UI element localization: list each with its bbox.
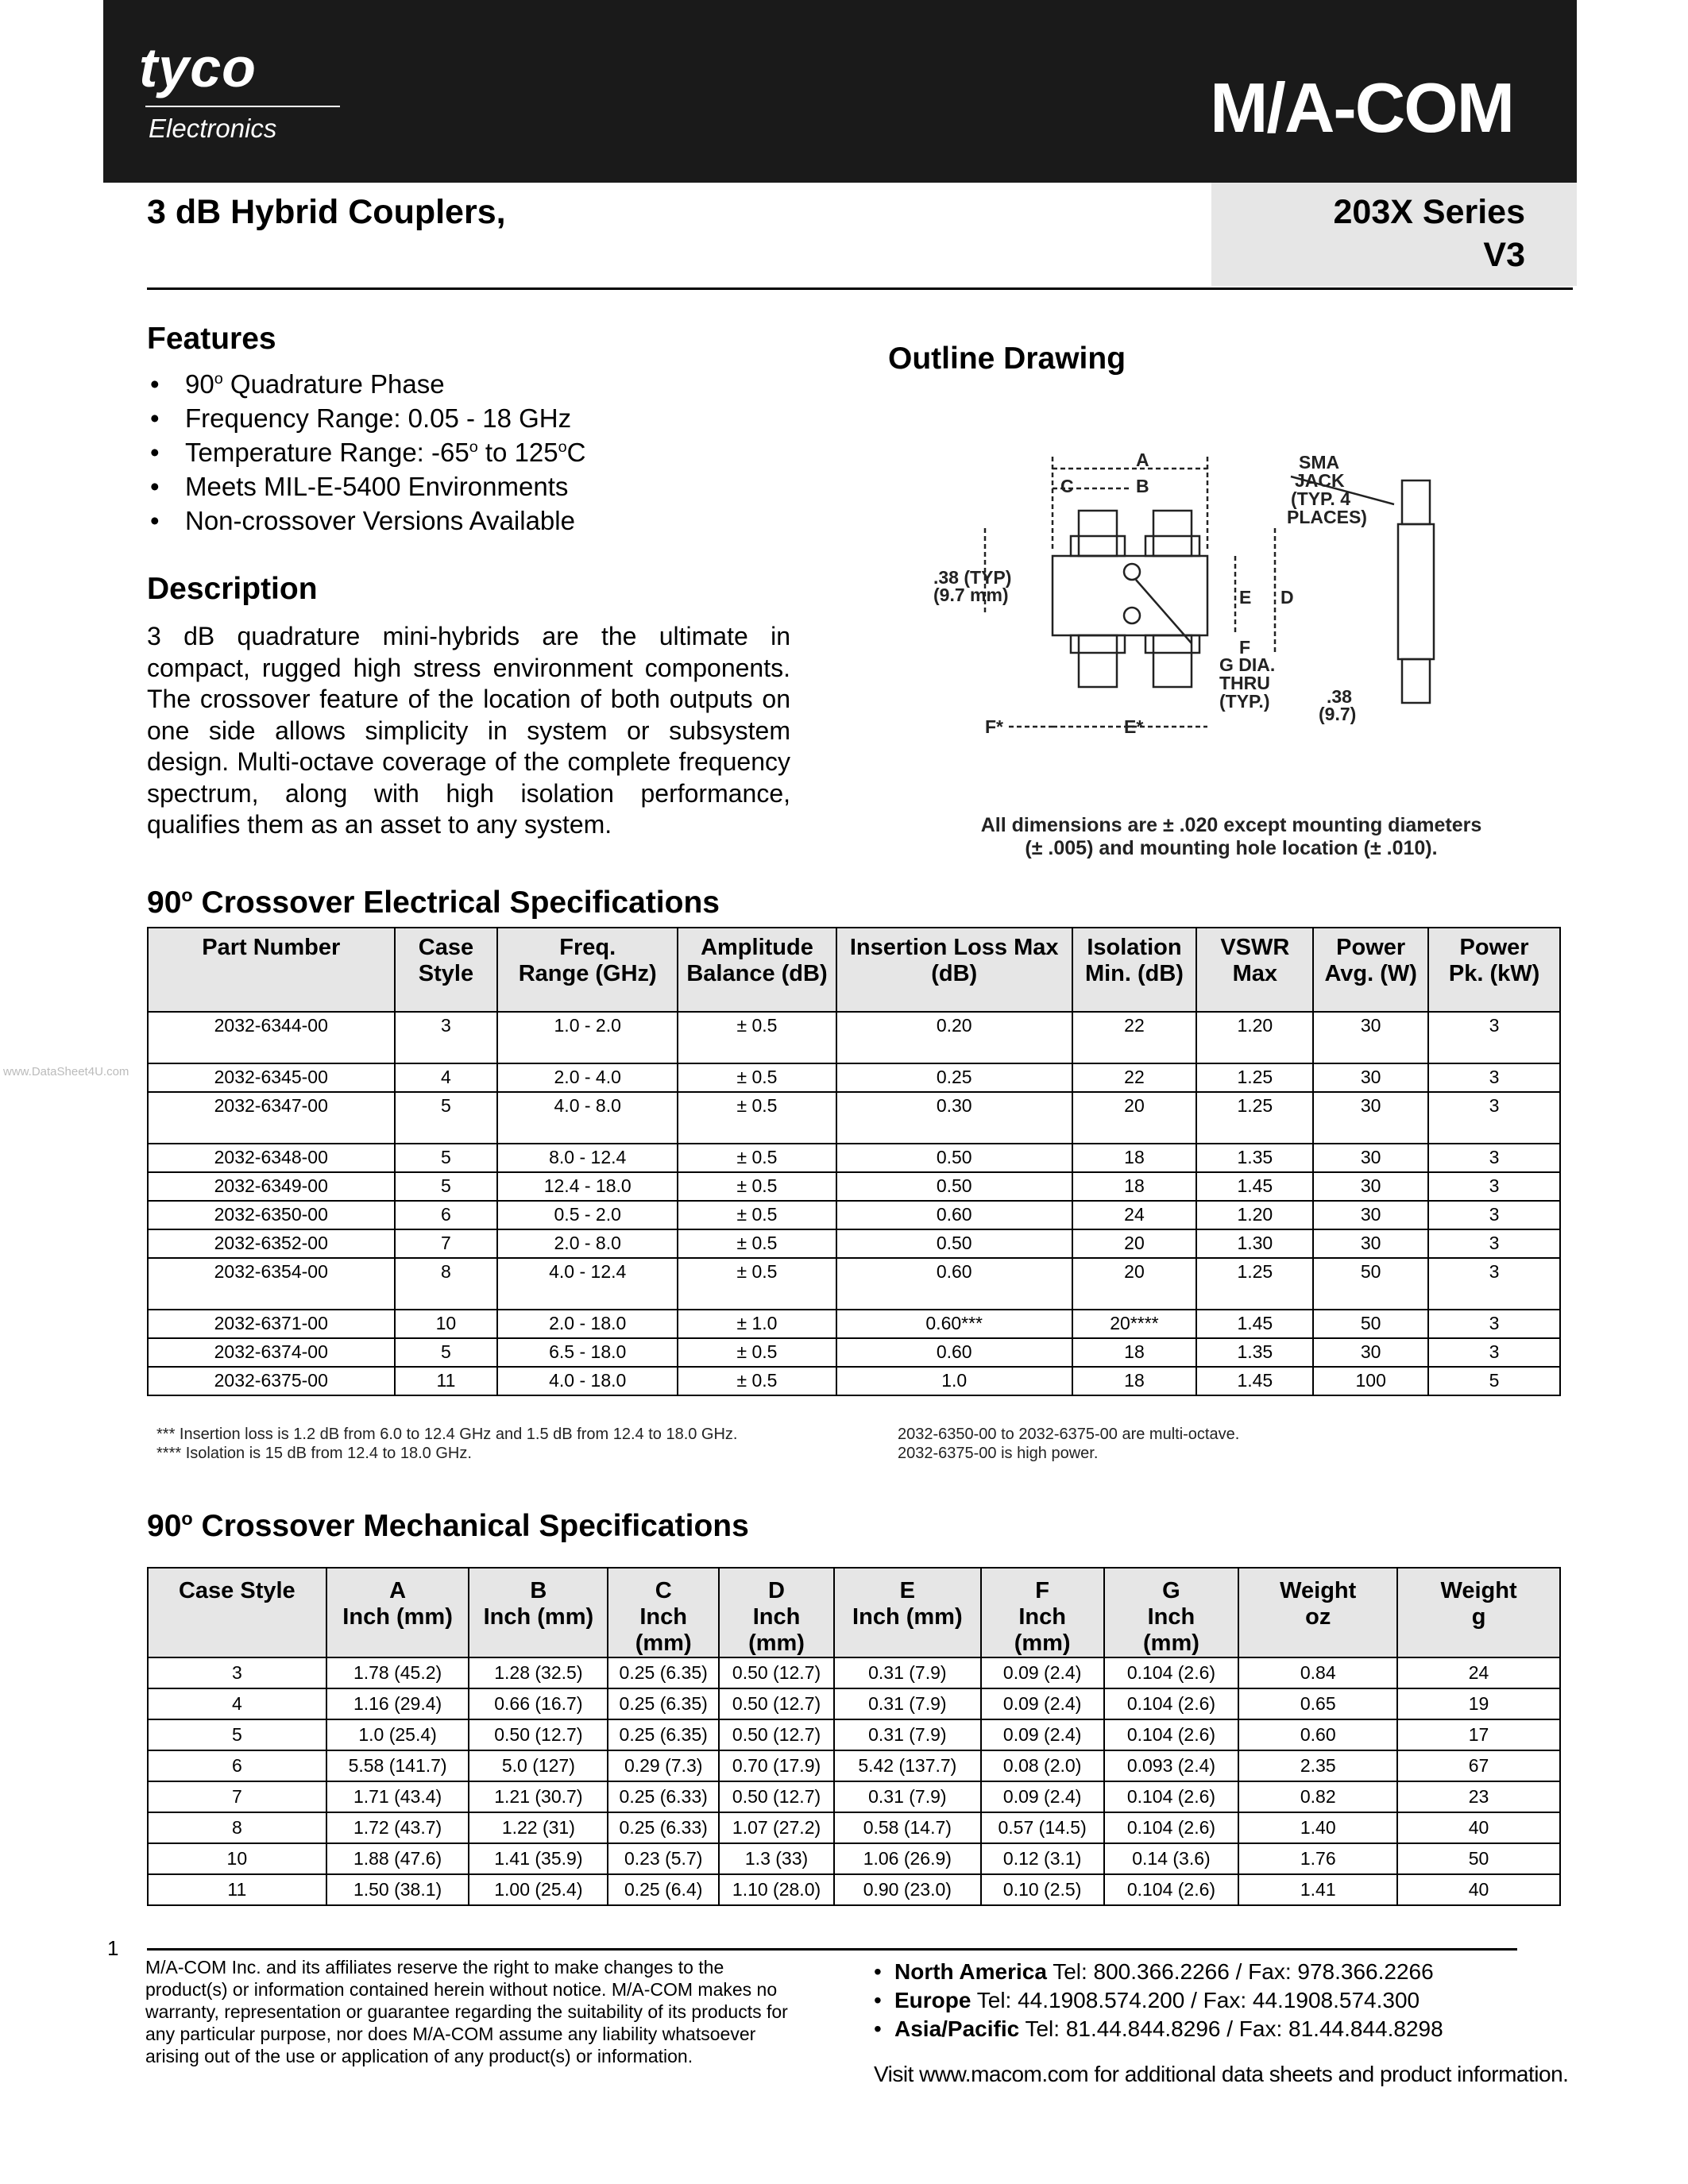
table-cell: 0.20 [836,1012,1072,1063]
table-cell: 0.50 (12.7) [719,1688,834,1719]
outline-note [917,814,1545,860]
g-dia-label-2: THRU [1219,673,1270,693]
table-cell: 3 [1428,1201,1560,1229]
table-cell: 0.57 (14.5) [981,1812,1104,1843]
table-cell: 1.10 (28.0) [719,1874,834,1905]
series-version: V3 [1483,236,1525,274]
table-cell: 0.60 [836,1338,1072,1367]
table-cell: 0.60 [1238,1719,1397,1750]
table-cell: 1.50 (38.1) [326,1874,469,1905]
table-cell: 1.3 (33) [719,1843,834,1874]
table-cell: 6 [395,1201,498,1229]
table-cell: 1.16 (29.4) [326,1688,469,1719]
table-cell: 1.72 (43.7) [326,1812,469,1843]
table-cell: 30 [1313,1338,1428,1367]
table-cell: 0.50 (12.7) [719,1719,834,1750]
table-cell: 0.31 (7.9) [834,1719,981,1750]
features-heading: Features [147,322,276,356]
sma-label-1: SMA [1299,452,1340,473]
table-cell: 1.06 (26.9) [834,1843,981,1874]
column-header: Case Style [148,1568,326,1657]
sma-label-4: PLACES) [1287,507,1367,527]
table-cell: 0.31 (7.9) [834,1781,981,1812]
mechanical-specs-heading: 90$^o$ Crossover Mechanical Specifications [147,1508,749,1543]
table-cell: 0.31 (7.9) [834,1688,981,1719]
table-cell: 0.70 (17.9) [719,1750,834,1781]
table-cell: 2.0 - 4.0 [497,1063,678,1092]
table-cell: 8.0 - 12.4 [497,1144,678,1172]
table-cell: 0.50 [836,1229,1072,1258]
table-cell: 100 [1313,1367,1428,1395]
table-cell: 2032-6350-00 [148,1201,395,1229]
table-cell: 1.20 [1196,1201,1313,1229]
tyco-logo: tyco [139,37,257,98]
table-row [148,1750,1560,1781]
table-cell: 5.0 (127) [469,1750,608,1781]
table-row [148,1781,1560,1812]
table-cell: 0.60 [836,1201,1072,1229]
table-row [148,1012,1560,1063]
table-cell: 0.50 (12.7) [719,1657,834,1688]
macom-logo: M/A-COM [1210,68,1513,147]
table-cell: 18 [1072,1367,1197,1395]
table-cell: 40 [1397,1812,1560,1843]
table-cell: 0.25 (6.33) [608,1812,719,1843]
contact-item [874,1986,1443,2015]
table-header-row [148,928,1560,1012]
table-cell: 1.35 [1196,1338,1313,1367]
table-cell: 2.0 - 8.0 [497,1229,678,1258]
column-header: F Inch (mm) [981,1568,1104,1657]
table-cell: ± 0.5 [678,1172,836,1201]
table-cell: 0.25 (6.33) [608,1781,719,1812]
table-cell: 1.78 (45.2) [326,1657,469,1688]
table-cell: 17 [1397,1719,1560,1750]
column-header: VSWR Max [1196,928,1313,1012]
table-cell: 3 [395,1012,498,1063]
side-view-body [1398,524,1434,659]
table-cell: 1.20 [1196,1012,1313,1063]
table-cell: 20 [1072,1258,1197,1310]
table-row [148,1843,1560,1874]
table-cell: 2032-6349-00 [148,1172,395,1201]
table-cell: 30 [1313,1144,1428,1172]
table-row [148,1338,1560,1367]
table-cell: 0.10 (2.5) [981,1874,1104,1905]
outline-heading: Outline Drawing [888,341,1126,376]
table-row [148,1688,1560,1719]
table-cell: 30 [1313,1201,1428,1229]
contact-region: Asia/Pacific [894,2016,1020,2041]
table-cell: 4.0 - 8.0 [497,1092,678,1144]
table-cell: 30 [1313,1172,1428,1201]
dim-label-38-typ-mm: (9.7 mm) [933,585,1009,605]
dim-label-e: E [1239,587,1252,608]
tyco-logo-rule [145,106,340,107]
electrical-specs-heading: 90$^o$ Crossover Electrical Specifications [147,885,720,920]
table-cell: 19 [1397,1688,1560,1719]
table-cell: 1.30 [1196,1229,1313,1258]
table-cell: 1.71 (43.4) [326,1781,469,1812]
table-cell: 22 [1072,1012,1197,1063]
table-cell: 1.0 (25.4) [326,1719,469,1750]
table-cell: 6.5 - 18.0 [497,1338,678,1367]
top-connector-right [1153,511,1192,556]
table-cell: 0.58 (14.7) [834,1812,981,1843]
table-cell: 1.21 (30.7) [469,1781,608,1812]
table-cell: 1.76 [1238,1843,1397,1874]
table-cell: 1.28 (32.5) [469,1657,608,1688]
table-cell: 0.82 [1238,1781,1397,1812]
table-cell: 1.45 [1196,1172,1313,1201]
table-cell: 22 [1072,1063,1197,1092]
table-cell: 0.09 (2.4) [981,1719,1104,1750]
table-cell: 0.104 (2.6) [1104,1781,1239,1812]
side-dim-label-2: (9.7) [1319,704,1357,724]
table-row [148,1719,1560,1750]
table-cell: 5 [1428,1367,1560,1395]
dim-label-e-star: E* [1124,716,1144,737]
table-cell: 2.0 - 18.0 [497,1310,678,1338]
column-header: Isolation Min. (dB) [1072,928,1197,1012]
table-cell: 2032-6375-00 [148,1367,395,1395]
table-cell: 0.104 (2.6) [1104,1719,1239,1750]
table-cell: 1.07 (27.2) [719,1812,834,1843]
table-cell: 1.25 [1196,1092,1313,1144]
electrical-notes-left [156,1425,737,1463]
table-cell: 0.50 (12.7) [719,1781,834,1812]
top-connector-left [1079,511,1117,556]
table-cell: 5.42 (137.7) [834,1750,981,1781]
bottom-connector-left [1079,635,1117,687]
disclaimer-text: M/A-COM Inc. and its affiliates reserve the right to make changes to the product(s) or information contained herein without notice. M/A-COM makes no warranty, representation or guarantee regarding the suitability of its products for any particular purpose, nor does M/A-COM assume any liability whatsoever arising out of the use or application of any product(s) or information. [145,1957,788,2066]
column-header: E Inch (mm) [834,1568,981,1657]
table-cell: 2.35 [1238,1750,1397,1781]
table-cell: 24 [1397,1657,1560,1688]
electrical-specs-table [147,927,1561,1396]
table-cell: 1.25 [1196,1063,1313,1092]
series-name: 203X Series [1333,193,1525,231]
table-cell: 0.12 (3.1) [981,1843,1104,1874]
table-cell: 2032-6374-00 [148,1338,395,1367]
table-cell: 0.60*** [836,1310,1072,1338]
table-cell: 2032-6354-00 [148,1258,395,1310]
side-dim-label-1: .38 [1327,686,1352,707]
sma-label-3: (TYP. 4 [1291,488,1350,509]
table-cell: 8 [395,1258,498,1310]
table-cell: 4 [148,1688,326,1719]
column-header: B Inch (mm) [469,1568,608,1657]
table-cell: 5.58 (141.7) [326,1750,469,1781]
table-cell: 10 [395,1310,498,1338]
table-cell: 0.29 (7.3) [608,1750,719,1781]
contact-item [874,2015,1443,2043]
table-cell: 3 [1428,1310,1560,1338]
table-cell: 3 [1428,1012,1560,1063]
table-cell: 0.25 [836,1063,1072,1092]
table-cell: 0.09 (2.4) [981,1657,1104,1688]
table-cell: 4 [395,1063,498,1092]
table-cell: 5 [395,1338,498,1367]
contact-region: Europe [894,1988,971,2012]
table-cell: 2032-6352-00 [148,1229,395,1258]
table-cell: 3 [1428,1144,1560,1172]
table-cell: 1.45 [1196,1310,1313,1338]
table-cell: 2032-6371-00 [148,1310,395,1338]
table-cell: 3 [1428,1338,1560,1367]
table-row [148,1092,1560,1144]
table-cell: 2032-6347-00 [148,1092,395,1144]
table-cell: ± 1.0 [678,1310,836,1338]
table-cell: 0.23 (5.7) [608,1843,719,1874]
column-header: G Inch (mm) [1104,1568,1239,1657]
table-cell: 0.31 (7.9) [834,1657,981,1688]
footer-divider [147,1948,1517,1951]
website-link-text: Visit www.macom.com for additional data sheets and product information. [874,2062,1569,2086]
table-cell: 1.41 (35.9) [469,1843,608,1874]
table-header-row [148,1568,1560,1657]
column-header: A Inch (mm) [326,1568,469,1657]
table-cell: ± 0.5 [678,1367,836,1395]
title-divider [147,287,1573,290]
g-dia-label-1: G DIA. [1219,654,1276,675]
table-cell: ± 0.5 [678,1012,836,1063]
column-header: Case Style [395,928,498,1012]
table-cell: 20**** [1072,1310,1197,1338]
table-cell: 5 [395,1092,498,1144]
table-row [148,1657,1560,1688]
table-cell: 0.25 (6.35) [608,1657,719,1688]
table-cell: 1.22 (31) [469,1812,608,1843]
table-cell: 0.65 [1238,1688,1397,1719]
dim-label-38-typ: .38 (TYP) [933,567,1012,588]
table-cell: 0.25 (6.35) [608,1719,719,1750]
table-cell: 20 [1072,1092,1197,1144]
table-cell: 11 [148,1874,326,1905]
table-cell: 3 [1428,1092,1560,1144]
table-cell: ± 0.5 [678,1144,836,1172]
table-cell: 24 [1072,1201,1197,1229]
table-cell: ± 0.5 [678,1092,836,1144]
table-cell: 0.5 - 2.0 [497,1201,678,1229]
table-cell: 1.25 [1196,1258,1313,1310]
table-cell: 5 [395,1144,498,1172]
outline-drawing [906,433,1462,751]
g-dia-label-3: (TYP.) [1219,691,1270,712]
table-cell: 0.66 (16.7) [469,1688,608,1719]
table-cell: 0.09 (2.4) [981,1781,1104,1812]
table-cell: 50 [1313,1310,1428,1338]
table-cell: 0.093 (2.4) [1104,1750,1239,1781]
table-cell: 18 [1072,1144,1197,1172]
table-cell: 11 [395,1367,498,1395]
contact-region: North America [894,1959,1047,1984]
table-cell: 40 [1397,1874,1560,1905]
table-cell: 0.104 (2.6) [1104,1688,1239,1719]
table-cell: 0.90 (23.0) [834,1874,981,1905]
table-cell: 5 [395,1172,498,1201]
column-header: D Inch (mm) [719,1568,834,1657]
contact-info: Tel: 81.44.844.8296 / Fax: 81.44.844.8298 [1025,2016,1443,2041]
dim-label-b: B [1136,476,1149,496]
table-cell: ± 0.5 [678,1338,836,1367]
note-high-power: 2032-6375-00 is high power. [898,1445,1099,1462]
table-cell: ± 0.5 [678,1258,836,1310]
electrical-notes-right [898,1425,1239,1463]
column-header: Power Avg. (W) [1313,928,1428,1012]
column-header: Power Pk. (kW) [1428,928,1560,1012]
column-header: Insertion Loss Max (dB) [836,928,1072,1012]
table-cell: 1.40 [1238,1812,1397,1843]
table-cell: 10 [148,1843,326,1874]
page-number: 1 [107,1936,119,1960]
table-cell: 30 [1313,1063,1428,1092]
table-cell: 0.08 (2.0) [981,1750,1104,1781]
table-cell: ± 0.5 [678,1063,836,1092]
table-row [148,1874,1560,1905]
dim-label-c: C [1060,476,1074,496]
feature-item: • 90$^o$ Quadrature Phase [147,367,586,401]
table-cell: 8 [148,1812,326,1843]
table-cell: 0.25 (6.35) [608,1688,719,1719]
table-cell: 1.88 (47.6) [326,1843,469,1874]
table-cell: 50 [1397,1843,1560,1874]
note-isolation: **** Isolation is 15 dB from 12.4 to 18.0 GHz. [156,1445,472,1462]
tyco-logo-subtitle: Electronics [149,114,277,143]
table-cell: 23 [1397,1781,1560,1812]
feature-item: • Frequency Range: 0.05 - 18 GHz [147,401,586,435]
table-cell: 1.35 [1196,1144,1313,1172]
table-cell: 4.0 - 12.4 [497,1258,678,1310]
table-row [148,1812,1560,1843]
table-cell: 20 [1072,1229,1197,1258]
table-cell: 1.0 [836,1367,1072,1395]
table-row [148,1310,1560,1338]
table-cell: 6 [148,1750,326,1781]
feature-item: • Temperature Range: -65$^o$ to 125$^o$C [147,435,586,469]
description-text: 3 dB quadrature mini-hybrids are the ultimate in compact, rugged high stress environment components. The crossover feature of the location of both outputs on one side allows simplicity in system or subsystem design. Multi-octave coverage of the complete frequency spectrum, along with high isolation performance, qualifies them as an asset to any system. [147,622,790,839]
table-cell: 0.104 (2.6) [1104,1812,1239,1843]
table-cell: 2032-6345-00 [148,1063,395,1092]
dim-label-a: A [1136,450,1149,470]
table-row [148,1063,1560,1092]
table-cell: 0.25 (6.4) [608,1874,719,1905]
table-row [148,1258,1560,1310]
table-cell: 67 [1397,1750,1560,1781]
table-cell: 3 [1428,1229,1560,1258]
column-header: C Inch (mm) [608,1568,719,1657]
table-cell: 1.0 - 2.0 [497,1012,678,1063]
table-cell: 12.4 - 18.0 [497,1172,678,1201]
table-row [148,1367,1560,1395]
table-cell: 0.50 (12.7) [469,1719,608,1750]
outline-note-line-2: (± .005) and mounting hole location (± .010). [1025,837,1438,859]
outline-note-line-1: All dimensions are ± .020 except mounting diameters [980,814,1482,836]
table-cell: 2032-6348-00 [148,1144,395,1172]
table-cell: 0.84 [1238,1657,1397,1688]
column-header: Part Number [148,928,395,1012]
document-title: 3 dB Hybrid Couplers, [147,193,506,231]
table-row [148,1172,1560,1201]
table-cell: 1.00 (25.4) [469,1874,608,1905]
feature-item: • Non-crossover Versions Available [147,504,586,538]
table-cell: ± 0.5 [678,1201,836,1229]
table-cell: 0.50 [836,1172,1072,1201]
table-cell: 0.104 (2.6) [1104,1657,1239,1688]
table-cell: 0.104 (2.6) [1104,1874,1239,1905]
bottom-connector-right [1153,635,1192,687]
table-cell: 30 [1313,1092,1428,1144]
column-header: Weight oz [1238,1568,1397,1657]
table-cell: 18 [1072,1338,1197,1367]
dim-label-f: F [1239,637,1251,658]
note-insertion-loss: *** Insertion loss is 1.2 dB from 6.0 to 12.4 GHz and 1.5 dB from 12.4 to 18.0 GHz. [156,1426,738,1443]
table-cell: 0.09 (2.4) [981,1688,1104,1719]
table-cell: 5 [148,1719,326,1750]
contact-list [874,1958,1443,2043]
note-multi-octave: 2032-6350-00 to 2032-6375-00 are multi-octave. [898,1426,1240,1443]
contact-item [874,1958,1443,1986]
feature-item: • Meets MIL-E-5400 Environments [147,469,586,504]
table-cell: ± 0.5 [678,1229,836,1258]
table-cell: 0.14 (3.6) [1104,1843,1239,1874]
table-row [148,1201,1560,1229]
contact-info: Tel: 44.1908.574.200 / Fax: 44.1908.574.300 [976,1988,1420,2012]
watermark: www.DataSheet4U.com [3,1065,129,1078]
mechanical-specs-table [147,1567,1561,1906]
table-cell: 18 [1072,1172,1197,1201]
description-heading: Description [147,572,318,606]
table-cell: 2032-6344-00 [148,1012,395,1063]
table-cell: 3 [1428,1063,1560,1092]
table-row [148,1144,1560,1172]
column-header: Freq. Range (GHz) [497,928,678,1012]
table-cell: 0.50 [836,1144,1072,1172]
table-cell: 1.41 [1238,1874,1397,1905]
table-cell: 30 [1313,1012,1428,1063]
table-cell: 50 [1313,1258,1428,1310]
table-cell: 30 [1313,1229,1428,1258]
table-cell: 1.45 [1196,1367,1313,1395]
column-header: Amplitude Balance (dB) [678,928,836,1012]
table-cell: 7 [148,1781,326,1812]
column-header: Weight g [1397,1568,1560,1657]
features-list [147,367,586,538]
dim-label-f-star: F* [985,716,1003,737]
table-cell: 3 [148,1657,326,1688]
table-cell: 4.0 - 18.0 [497,1367,678,1395]
contact-info: Tel: 800.366.2266 / Fax: 978.366.2266 [1053,1959,1434,1984]
table-cell: 3 [1428,1258,1560,1310]
table-cell: 0.30 [836,1092,1072,1144]
table-cell: 3 [1428,1172,1560,1201]
table-cell: 0.60 [836,1258,1072,1310]
sma-label-2: JACK [1295,470,1345,491]
table-cell: 7 [395,1229,498,1258]
dim-label-d: D [1280,587,1294,608]
table-row [148,1229,1560,1258]
